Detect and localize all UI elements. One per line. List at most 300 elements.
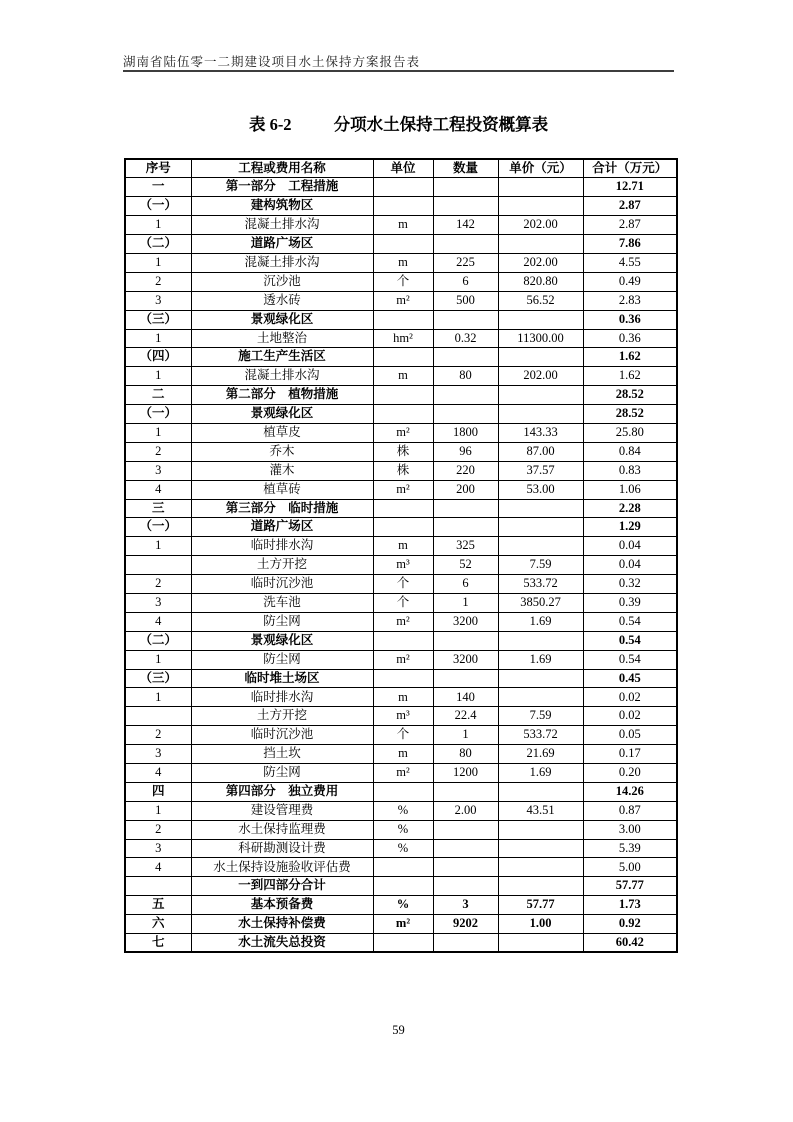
table-row: [125, 537, 677, 556]
cell-serial: 3: [125, 745, 191, 764]
cell-item-name: 防尘网: [191, 650, 373, 669]
cell-quantity: 9202: [433, 915, 498, 934]
cell-unit: m: [373, 537, 433, 556]
cell-unit-price: 37.57: [498, 461, 583, 480]
cell-quantity: 22.4: [433, 707, 498, 726]
cell-quantity: [433, 348, 498, 367]
cell-unit: 个: [373, 726, 433, 745]
cell-quantity: [433, 235, 498, 254]
cell-unit: m²: [373, 764, 433, 783]
cell-total: 0.83: [583, 461, 677, 480]
cell-item-name: 灌木: [191, 461, 373, 480]
cell-total: 0.04: [583, 537, 677, 556]
cell-unit: [373, 669, 433, 688]
running-header: 湖南省陆伍零一二期建设项目水土保持方案报告表: [123, 55, 421, 69]
cell-total: 0.36: [583, 310, 677, 329]
cell-item-name: 土方开挖: [191, 556, 373, 575]
cell-serial: 六: [125, 915, 191, 934]
table-row: [125, 367, 677, 386]
cell-unit-price: [498, 934, 583, 953]
cell-total: 0.02: [583, 688, 677, 707]
cell-unit: [373, 386, 433, 405]
cell-item-name: 第四部分 独立费用: [191, 782, 373, 801]
cell-quantity: 6: [433, 575, 498, 594]
cell-item-name: 景观绿化区: [191, 631, 373, 650]
cell-item-name: 临时堆土场区: [191, 669, 373, 688]
cell-unit-price: 1.69: [498, 612, 583, 631]
table-row: [125, 272, 677, 291]
table-row: [125, 764, 677, 783]
cell-total: 5.39: [583, 839, 677, 858]
cell-quantity: 3: [433, 896, 498, 915]
cell-serial: 3: [125, 291, 191, 310]
cell-serial: （一）: [125, 405, 191, 424]
cell-item-name: 施工生产生活区: [191, 348, 373, 367]
cell-unit-price: [498, 839, 583, 858]
table-row: [125, 631, 677, 650]
cell-item-name: 第一部分 工程措施: [191, 178, 373, 197]
table-row: [125, 405, 677, 424]
cell-serial: 3: [125, 593, 191, 612]
cell-unit: m²: [373, 650, 433, 669]
cell-unit: %: [373, 896, 433, 915]
cell-unit: m: [373, 688, 433, 707]
cell-total: 0.92: [583, 915, 677, 934]
cell-item-name: 临时沉沙池: [191, 726, 373, 745]
cell-unit-price: 7.59: [498, 556, 583, 575]
cell-quantity: 2.00: [433, 801, 498, 820]
cell-unit-price: [498, 820, 583, 839]
table-row: [125, 782, 677, 801]
cell-serial: 三: [125, 499, 191, 518]
cell-quantity: 225: [433, 253, 498, 272]
cell-total: 2.83: [583, 291, 677, 310]
cell-total: 0.02: [583, 707, 677, 726]
cell-unit: m: [373, 216, 433, 235]
cell-total: 0.04: [583, 556, 677, 575]
cell-unit-price: 57.77: [498, 896, 583, 915]
cell-unit-price: 87.00: [498, 442, 583, 461]
cell-unit-price: [498, 310, 583, 329]
cell-unit-price: [498, 631, 583, 650]
table-row: [125, 839, 677, 858]
table-row: [125, 216, 677, 235]
cell-item-name: 植草皮: [191, 423, 373, 442]
cell-quantity: [433, 310, 498, 329]
cell-quantity: 3200: [433, 650, 498, 669]
cell-item-name: 植草砖: [191, 480, 373, 499]
cell-quantity: 1200: [433, 764, 498, 783]
cell-unit-price: [498, 537, 583, 556]
table-row: [125, 442, 677, 461]
table-row: [125, 820, 677, 839]
cell-serial: 1: [125, 423, 191, 442]
cell-unit-price: [498, 782, 583, 801]
cell-unit: [373, 348, 433, 367]
cell-total: 1.62: [583, 348, 677, 367]
cell-unit: 个: [373, 272, 433, 291]
cell-unit: %: [373, 801, 433, 820]
cell-quantity: [433, 839, 498, 858]
cell-item-name: 道路广场区: [191, 518, 373, 537]
cell-unit: [373, 934, 433, 953]
cell-total: 0.17: [583, 745, 677, 764]
cell-item-name: 混凝土排水沟: [191, 367, 373, 386]
cell-unit: m²: [373, 612, 433, 631]
table-row: [125, 669, 677, 688]
cell-unit: m: [373, 745, 433, 764]
table-row: [125, 499, 677, 518]
cell-total: 57.77: [583, 877, 677, 896]
cell-unit: [373, 310, 433, 329]
cell-unit: m³: [373, 707, 433, 726]
cell-quantity: [433, 405, 498, 424]
cell-item-name: 景观绿化区: [191, 310, 373, 329]
cell-unit-price: 1.69: [498, 764, 583, 783]
table-row: [125, 329, 677, 348]
cell-unit: m²: [373, 291, 433, 310]
table-row: [125, 896, 677, 915]
cell-quantity: 220: [433, 461, 498, 480]
table-row: [125, 310, 677, 329]
cell-serial: 2: [125, 820, 191, 839]
cell-unit: [373, 235, 433, 254]
table-row: [125, 461, 677, 480]
cell-unit: [373, 877, 433, 896]
cell-item-name: 混凝土排水沟: [191, 253, 373, 272]
table-row: [125, 480, 677, 499]
cell-unit-price: 533.72: [498, 726, 583, 745]
table-caption: [123, 111, 674, 135]
cell-total: 0.49: [583, 272, 677, 291]
table-row: [125, 291, 677, 310]
cell-unit: m³: [373, 556, 433, 575]
cell-total: 0.84: [583, 442, 677, 461]
cell-unit-price: [498, 858, 583, 877]
table-caption-title: 分项水土保持工程投资概算表: [333, 115, 549, 134]
cell-total: 2.28: [583, 499, 677, 518]
table-row: [125, 386, 677, 405]
table-row: [125, 934, 677, 953]
cell-unit-price: [498, 386, 583, 405]
cell-unit-price: [498, 877, 583, 896]
cell-serial: （二）: [125, 235, 191, 254]
cell-quantity: [433, 197, 498, 216]
cell-serial: 1: [125, 650, 191, 669]
cell-serial: （三）: [125, 310, 191, 329]
cell-unit: m: [373, 253, 433, 272]
cell-unit: [373, 499, 433, 518]
cell-serial: 4: [125, 480, 191, 499]
cell-item-name: 混凝土排水沟: [191, 216, 373, 235]
cell-item-name: 第二部分 植物措施: [191, 386, 373, 405]
cell-unit: [373, 178, 433, 197]
cell-total: 60.42: [583, 934, 677, 953]
cell-item-name: 建构筑物区: [191, 197, 373, 216]
cell-item-name: 透水砖: [191, 291, 373, 310]
cell-serial: 1: [125, 537, 191, 556]
cell-serial: （二）: [125, 631, 191, 650]
cell-unit-price: 11300.00: [498, 329, 583, 348]
cell-unit: [373, 631, 433, 650]
cell-total: 0.32: [583, 575, 677, 594]
cell-total: 2.87: [583, 197, 677, 216]
column-header: 单价（元）: [498, 159, 583, 178]
cell-unit-price: 143.33: [498, 423, 583, 442]
cell-total: 2.87: [583, 216, 677, 235]
cell-total: 28.52: [583, 386, 677, 405]
cell-serial: 七: [125, 934, 191, 953]
cell-quantity: 3200: [433, 612, 498, 631]
cell-serial: 1: [125, 216, 191, 235]
cell-quantity: 142: [433, 216, 498, 235]
cell-unit: 株: [373, 461, 433, 480]
cell-serial: 1: [125, 329, 191, 348]
cell-serial: （三）: [125, 669, 191, 688]
table-row: [125, 915, 677, 934]
cell-total: 1.62: [583, 367, 677, 386]
cell-quantity: [433, 858, 498, 877]
cell-total: 1.06: [583, 480, 677, 499]
cell-total: 0.05: [583, 726, 677, 745]
cell-quantity: 52: [433, 556, 498, 575]
cell-quantity: 80: [433, 745, 498, 764]
cell-quantity: [433, 934, 498, 953]
cell-unit-price: 820.80: [498, 272, 583, 291]
cell-quantity: 6: [433, 272, 498, 291]
cell-unit-price: 202.00: [498, 367, 583, 386]
cell-quantity: [433, 782, 498, 801]
cell-item-name: 一到四部分合计: [191, 877, 373, 896]
cell-item-name: 临时排水沟: [191, 688, 373, 707]
cell-unit-price: [498, 669, 583, 688]
table-row: [125, 518, 677, 537]
cell-serial: 2: [125, 726, 191, 745]
cell-item-name: 水土保持补偿费: [191, 915, 373, 934]
page-number: 59: [392, 1023, 405, 1037]
cell-total: 0.45: [583, 669, 677, 688]
cell-unit-price: [498, 518, 583, 537]
cell-quantity: [433, 518, 498, 537]
cell-unit-price: 202.00: [498, 253, 583, 272]
cell-total: 28.52: [583, 405, 677, 424]
table-row: [125, 612, 677, 631]
cell-serial: 1: [125, 253, 191, 272]
cell-item-name: 临时沉沙池: [191, 575, 373, 594]
cell-serial: [125, 556, 191, 575]
table-row: [125, 688, 677, 707]
cell-quantity: 80: [433, 367, 498, 386]
cell-serial: 4: [125, 858, 191, 877]
cell-item-name: 临时排水沟: [191, 537, 373, 556]
cell-serial: 2: [125, 272, 191, 291]
table-row: [125, 858, 677, 877]
cell-unit-price: 202.00: [498, 216, 583, 235]
cell-item-name: 水土保持设施验收评估费: [191, 858, 373, 877]
cell-unit: %: [373, 820, 433, 839]
cell-unit: 个: [373, 593, 433, 612]
table-row: [125, 235, 677, 254]
cell-total: 14.26: [583, 782, 677, 801]
cell-item-name: 建设管理费: [191, 801, 373, 820]
table-row: [125, 877, 677, 896]
cell-serial: 2: [125, 575, 191, 594]
cell-quantity: 1: [433, 593, 498, 612]
cell-serial: [125, 877, 191, 896]
cell-total: 7.86: [583, 235, 677, 254]
cell-quantity: 1800: [433, 423, 498, 442]
cell-serial: 3: [125, 461, 191, 480]
cell-total: 0.87: [583, 801, 677, 820]
cell-item-name: 防尘网: [191, 764, 373, 783]
cell-quantity: [433, 877, 498, 896]
cell-item-name: 景观绿化区: [191, 405, 373, 424]
table-row: [125, 348, 677, 367]
table-row: [125, 745, 677, 764]
cell-quantity: [433, 669, 498, 688]
cell-unit: m²: [373, 915, 433, 934]
cell-total: 0.36: [583, 329, 677, 348]
cell-item-name: 乔木: [191, 442, 373, 461]
cell-item-name: 土地整治: [191, 329, 373, 348]
cell-unit-price: 56.52: [498, 291, 583, 310]
cell-total: 0.39: [583, 593, 677, 612]
cell-total: 0.54: [583, 612, 677, 631]
cell-unit: [373, 782, 433, 801]
table-row: [125, 556, 677, 575]
cell-unit-price: [498, 688, 583, 707]
cell-item-name: 防尘网: [191, 612, 373, 631]
cell-unit-price: [498, 348, 583, 367]
table-row: [125, 650, 677, 669]
cell-quantity: 140: [433, 688, 498, 707]
cell-item-name: 挡土坎: [191, 745, 373, 764]
cell-serial: 4: [125, 764, 191, 783]
cell-unit: [373, 858, 433, 877]
table-row: [125, 253, 677, 272]
cell-serial: （一）: [125, 518, 191, 537]
column-header: 单位: [373, 159, 433, 178]
cell-total: 4.55: [583, 253, 677, 272]
cell-total: 1.73: [583, 896, 677, 915]
cell-serial: 1: [125, 688, 191, 707]
cell-serial: （四）: [125, 348, 191, 367]
cell-unit-price: [498, 197, 583, 216]
cell-unit: hm²: [373, 329, 433, 348]
cell-quantity: 0.32: [433, 329, 498, 348]
cell-serial: 四: [125, 782, 191, 801]
cell-unit: %: [373, 839, 433, 858]
table-row: [125, 707, 677, 726]
cell-unit-price: 7.59: [498, 707, 583, 726]
cell-unit: m: [373, 367, 433, 386]
table-row: [125, 197, 677, 216]
cell-total: 12.71: [583, 178, 677, 197]
table-row: [125, 726, 677, 745]
cell-total: 25.80: [583, 423, 677, 442]
cell-unit: 个: [373, 575, 433, 594]
cell-unit-price: 3850.27: [498, 593, 583, 612]
table-row: [125, 423, 677, 442]
table-header-row: [125, 159, 677, 178]
cell-quantity: [433, 631, 498, 650]
cell-quantity: [433, 820, 498, 839]
cell-item-name: 洗车池: [191, 593, 373, 612]
cell-item-name: 水土保持监理费: [191, 820, 373, 839]
cell-quantity: [433, 386, 498, 405]
cell-serial: （一）: [125, 197, 191, 216]
cell-unit-price: 533.72: [498, 575, 583, 594]
cell-quantity: [433, 499, 498, 518]
cell-unit: m²: [373, 423, 433, 442]
table-row: [125, 593, 677, 612]
cell-item-name: 第三部分 临时措施: [191, 499, 373, 518]
cell-quantity: 96: [433, 442, 498, 461]
investment-estimate-table: [124, 158, 678, 953]
cell-item-name: 沉沙池: [191, 272, 373, 291]
header-rule-divider: [123, 70, 674, 72]
cell-unit-price: [498, 405, 583, 424]
cell-serial: 4: [125, 612, 191, 631]
cell-serial: 五: [125, 896, 191, 915]
cell-total: 0.54: [583, 631, 677, 650]
cell-serial: 1: [125, 801, 191, 820]
cell-total: 0.20: [583, 764, 677, 783]
cell-serial: 1: [125, 367, 191, 386]
cell-item-name: 道路广场区: [191, 235, 373, 254]
cell-serial: [125, 707, 191, 726]
table-row: [125, 801, 677, 820]
cell-unit-price: 1.69: [498, 650, 583, 669]
table-row: [125, 575, 677, 594]
cell-unit: 株: [373, 442, 433, 461]
cell-total: 1.29: [583, 518, 677, 537]
cell-unit-price: 21.69: [498, 745, 583, 764]
cell-unit: [373, 518, 433, 537]
cell-item-name: 水土流失总投资: [191, 934, 373, 953]
cell-quantity: 1: [433, 726, 498, 745]
cell-serial: 2: [125, 442, 191, 461]
cell-item-name: 土方开挖: [191, 707, 373, 726]
column-header: 工程或费用名称: [191, 159, 373, 178]
cell-item-name: 科研勘测设计费: [191, 839, 373, 858]
cell-quantity: 200: [433, 480, 498, 499]
cell-serial: 一: [125, 178, 191, 197]
cell-unit-price: 53.00: [498, 480, 583, 499]
cell-unit-price: [498, 178, 583, 197]
cell-quantity: [433, 178, 498, 197]
cell-unit-price: 43.51: [498, 801, 583, 820]
cell-unit: [373, 405, 433, 424]
column-header: 合计（万元）: [583, 159, 677, 178]
cell-serial: 二: [125, 386, 191, 405]
table-caption-label: 表 6-2: [248, 115, 292, 134]
cell-serial: 3: [125, 839, 191, 858]
cell-unit: [373, 197, 433, 216]
cell-quantity: 500: [433, 291, 498, 310]
cell-item-name: 基本预备费: [191, 896, 373, 915]
table-row: [125, 178, 677, 197]
cell-total: 5.00: [583, 858, 677, 877]
cell-unit-price: [498, 499, 583, 518]
column-header: 数量: [433, 159, 498, 178]
cell-quantity: 325: [433, 537, 498, 556]
cell-unit: m²: [373, 480, 433, 499]
cell-unit-price: [498, 235, 583, 254]
cell-total: 3.00: [583, 820, 677, 839]
cell-total: 0.54: [583, 650, 677, 669]
column-header: 序号: [125, 159, 191, 178]
